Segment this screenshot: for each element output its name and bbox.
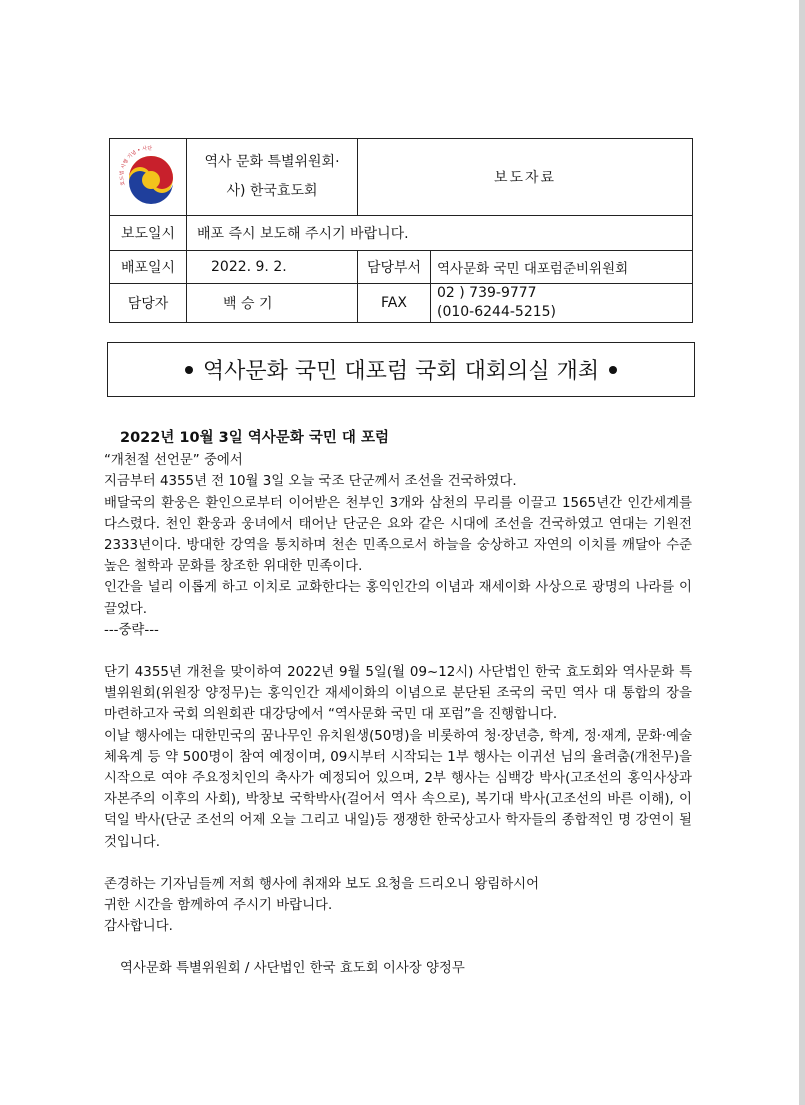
dist-date-value: 2022. 9. 2. xyxy=(187,251,358,284)
mobile-number: (010-6244-5215) xyxy=(437,304,557,320)
dept-value: 역사문화 국민 대포럼준비위원회 xyxy=(431,251,693,284)
report-date-value: 배포 즉시 보도해 주시기 바랍니다. xyxy=(187,216,693,251)
thanks: 감사합니다. xyxy=(104,919,173,935)
dist-date-label: 배포일시 xyxy=(110,251,187,284)
fax-label: FAX xyxy=(358,284,431,323)
paragraph-5: 이날 행사에는 대한민국의 꿈나무인 유치원생(50명)을 비롯하여 청·장년층, 학계, 정·재계, 문화·예술 체육계 등 약 500명이 참여 예정이며, 09시부터 시작되는 1부 행사는 이귀선 님의 율려춤(개천무)을 시작으로 여야 주요정치인의 축사가 예정되어 있으며, 2부 행사는 심백강 박사(고조선의 홍익사상과 자본주의 이후의 사회), 박창보 국학박사(걸어서 역사 속으로), 복기대 박사(고조선의 바른 이해), 이덕일 박사(단군 조선의 어제 오늘 그리고 내일)등 쟁쟁한 한국상고사 학자들의 종합적인 명 강연이 될 것입니다. xyxy=(104,728,692,850)
headline: 역사문화 국민 대포럼 국회 대회의실 개최 xyxy=(202,359,600,384)
org-line-2: 사) 한국효도회 xyxy=(226,183,318,199)
fax-value xyxy=(431,284,693,323)
press-body xyxy=(104,428,692,980)
quote-source: “개천절 선언문” 중에서 xyxy=(104,453,243,469)
contact-value: 백 승 기 xyxy=(187,284,358,323)
contact-label: 담당자 xyxy=(110,284,187,323)
headline-box xyxy=(107,342,695,397)
dept-label: 담당부서 xyxy=(358,251,431,284)
fax-number: 02 ) 739-9777 xyxy=(437,285,537,301)
bullet-dot-icon xyxy=(609,366,617,374)
signature: 역사문화 특별위원회 / 사단법인 한국 효도회 이사장 양정무 xyxy=(120,961,465,977)
page-edge-bar xyxy=(799,0,805,1105)
bullet-dot-icon xyxy=(185,366,193,374)
body-heading: 2022년 10월 3일 역사문화 국민 대 포럼 xyxy=(120,430,389,446)
paragraph-4: 단기 4355년 개천을 맞이하여 2022년 9월 5일(월 09~12시) 사단법인 한국 효도회와 역사문화 특별위원회(위원장 양정무)는 홍익인간 재세이화의 이념으로 분단된 조국의 국민 역사 대 통합의 장을 마련하고자 국회 의원회관 대강당에서 “역사문화 국민 대 포럼”을 진행합니다. xyxy=(104,665,692,723)
paragraph-3: 인간을 널리 이롭게 하고 이치로 교화한다는 홍익인간의 이념과 재세이화 사상으로 광명의 나라를 이끌었다. xyxy=(104,580,692,617)
organization-cell xyxy=(187,139,358,216)
logo-cell xyxy=(110,139,187,216)
logo-text: 효도법 시행 기념 • 사단 xyxy=(119,145,153,187)
paragraph-2: 배달국의 환웅은 환인으로부터 이어받은 천부인 3개와 삼천의 무리를 이끌고 1565년간 인간세계를 다스렸다. 천인 환웅과 웅녀에서 태어난 단군은 요와 같은 시대에 조선을 건국하였고 연대는 기원전 2333년이다. 방대한 강역을 통치하며 천손 민족으로서 하늘을 숭상하고 자연의 이치를 깨달아 수준 높은 철학과 문화를 창조한 위대한 민족이다. xyxy=(104,495,692,575)
paragraph-6-line-2: 귀한 시간을 함께하여 주시기 바랍니다. xyxy=(104,898,333,914)
taegeuk-circle-logo-icon xyxy=(113,140,183,210)
doc-title: 보도자료 xyxy=(358,139,693,216)
report-date-label: 보도일시 xyxy=(110,216,187,251)
paragraph-1: 지금부터 4355년 전 10월 3일 오늘 국조 단군께서 조선을 건국하였다. xyxy=(104,474,517,490)
press-header-table xyxy=(109,138,693,323)
org-line-1: 역사 문화 특별위원회· xyxy=(204,154,340,170)
omitted-marker: ---중략--- xyxy=(104,622,159,638)
paragraph-6-line-1: 존경하는 기자님들께 저희 행사에 취재와 보도 요청을 드리오니 왕림하시어 xyxy=(104,876,540,892)
